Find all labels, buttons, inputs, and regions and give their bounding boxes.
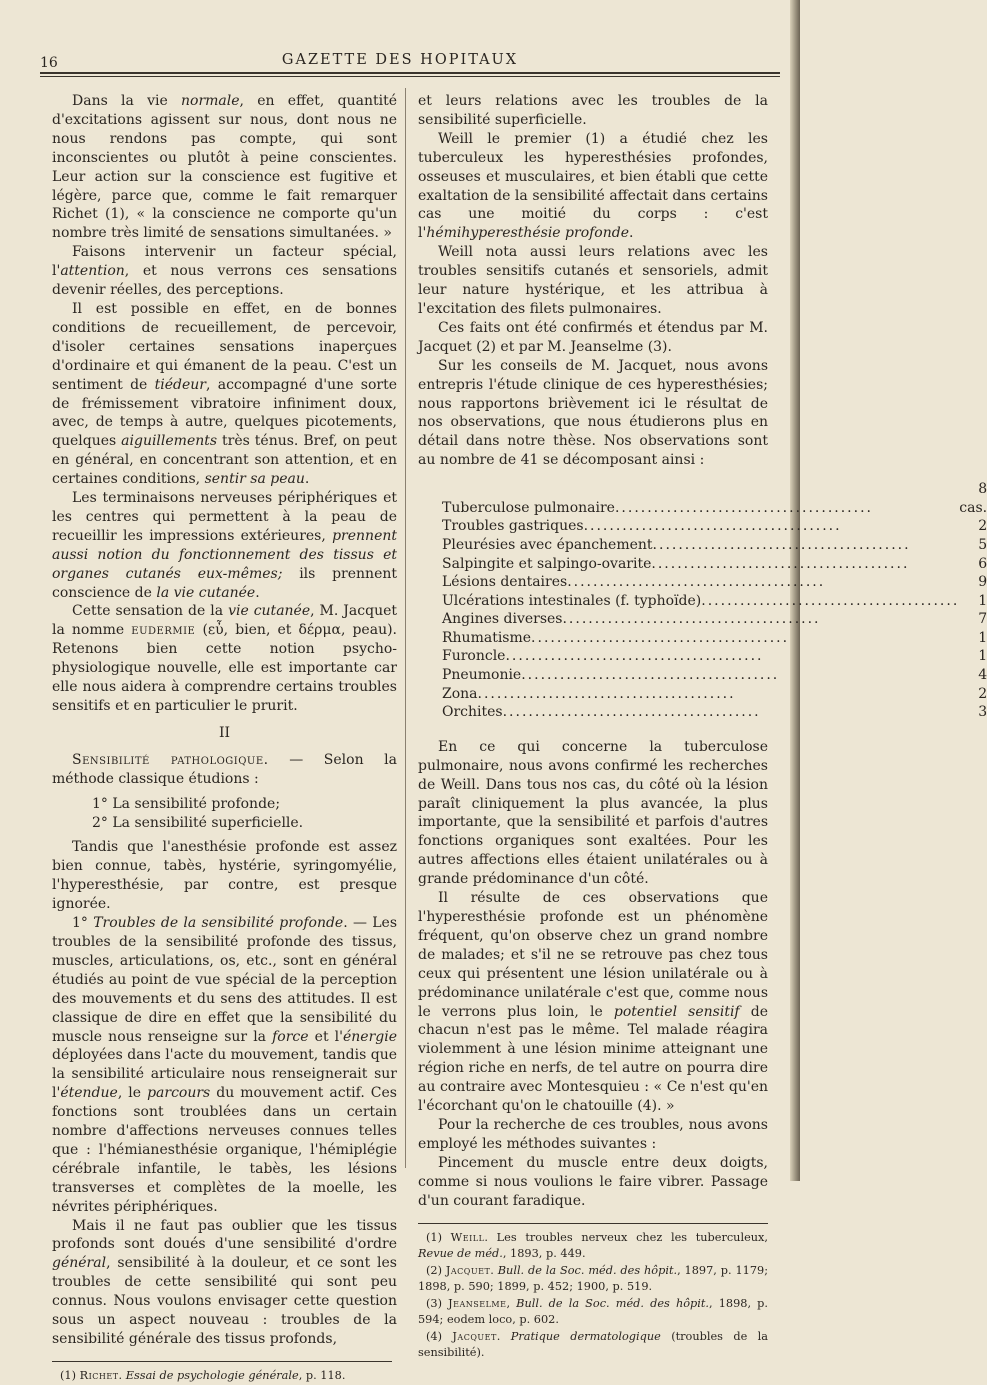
table-cell-value: 5 [978, 536, 987, 553]
table-row [442, 536, 987, 555]
table-row [442, 517, 987, 536]
paragraph: Pour la recherche de ces troubles, nous avons employé les méthodes suivantes : [418, 1116, 768, 1152]
list-item: 2° La sensibilité superficielle. [92, 814, 304, 831]
table-cell-label: Troubles gastriques........................................ [442, 518, 842, 535]
table-row [442, 573, 987, 592]
table-row [442, 647, 987, 666]
table-cell-value: 6 [978, 555, 987, 572]
footnote-rule [418, 1223, 768, 1224]
table-cell-label: Pneumonie........................................ [442, 667, 780, 684]
footnote: (3) Jeanselme, Bull. de la Soc. méd. des hôpit., 1898, p. 594; eodem loco, p. 602. [418, 1296, 768, 1326]
section-numeral: II [218, 724, 231, 741]
table-cell-value: 3 [978, 704, 987, 721]
table-cell-value: 1 [978, 592, 987, 609]
table-row [442, 629, 987, 648]
paragraph: Il est possible en effet, en de bonnes conditions de recueillement, de percevoir, d'isoler certaines sensations inaperçues d'ordinaire et qui émanent de la peau. C'est un sentiment de tiédeur, accompagné d'une sorte de frémissement vibratoire infiniment doux, avec, de temps à autre, quelques picotements, quelques aiguillements très ténus. Bref, on peut en général, en concentrant son attention, et en certaines conditions, sentir sa peau. [52, 300, 397, 488]
list-item: 1° La sensibilité profonde; [92, 795, 281, 812]
paragraph: Il résulte de ces observations que l'hyperesthésie profonde est un phénomène fréquent, qu'on observe chez un grand nombre de malades; et s'il ne se retrouve pas chez tous ceux qui présentent une lésion unilatérale ou à prédominance unilatérale c'est que, comme nous le verrons plus loin, le potentiel sensitif de chacun n'est pas le même. Tel malade réagira violemment à une lésion minime atteignant une région riche en nerfs, de tel autre on pourra dire au contraire avec Montesquieu : « Ce n'est qu'en l'écorchant qu'on le chatouille (4). » [418, 890, 768, 1115]
paragraph: et leurs relations avec les troubles de la sensibilité superficielle. [418, 93, 768, 128]
header-rule [40, 72, 780, 74]
paragraph: Dans la vie normale, en effet, quantité d'excitations agissent sur nous, dont nous ne nous rendons pas compte, qui sont inconscientes ou plutôt à peine conscientes. Leur action sur la conscience est fugitive et légère, parce que, comme le fait remarquer Richet (1), « la conscience ne comporte qu'un nombre très limité de sensations simultanées. » [52, 93, 397, 242]
running-title: GAZETTE DES HOPITAUX [281, 52, 519, 68]
column-divider [405, 88, 406, 1168]
table-cell-value: 8 cas. [959, 481, 987, 516]
paragraph: 1° Troubles de la sensibilité profonde. — Les troubles de la sensibilité profonde des tissus, muscles, articulations, os, etc., sont en général étudiés au point de vue spécial de la perception des mouvements et du sens des attitudes. Il est classique de dire en effet que la sensibilité du muscle nous renseigne sur la force et l'énergie déployées dans l'acte du mouvement, tandis que la sensibilité articulaire nous renseignerait sur l'étendue, le parcours du mouvement actif. Ces fonctions sont troublées dans un certain nombre d'affections nerveuses connues telles que : l'hémianesthésie organique, l'hémiplégie cérébrale infantile, le tabès, les lésions transverses et complètes de la moelle, les névrites périphériques. [52, 915, 398, 1215]
table-cell-label: Furoncle........................................ [442, 648, 764, 665]
paragraph: Sur les conseils de M. Jacquet, nous avons entrepris l'étude clinique de ces hyperesthésies; nous rapportons brièvement ici le résultat de nos observations, que nous étudierons plus en détail dans notre thèse. Nos observations sont au nombre de 41 se décomposant ainsi : [418, 357, 768, 469]
paragraph: Mais il ne faut pas oublier que les tissus profonds sont doués d'une sensibilité d'ordre général, sensibilité à la douleur, et ce sont les troubles de cette sensibilité qui sont peu connus. Nous voulons envisager cette question sous un aspect nouveau : troubles de la sensibilité générale des tissus profonds, [52, 1217, 397, 1347]
table-cell-label: Angines diverses........................................ [442, 611, 821, 628]
observations-table [442, 480, 987, 722]
table-cell-value: 2 [978, 685, 987, 702]
footnotes [52, 1368, 397, 1384]
table-cell-label: Tuberculose pulmonaire........................................ [442, 499, 873, 516]
table-cell-label: Zona........................................ [442, 685, 736, 702]
enumeration [92, 795, 397, 833]
paragraph: Tandis que l'anesthésie profonde est assez bien connue, tabès, hystérie, syringomyélie, l'hyperesthésie, par contre, est presque ignorée. [52, 839, 397, 913]
table-cell-value: 1 [978, 648, 987, 665]
section-heading-paragraph: Sensibilité pathologique. — Selon la méthode classique étudions : [52, 751, 397, 787]
table-cell-label: Orchites........................................ [442, 704, 761, 721]
table-cell-value: 9 [978, 574, 987, 591]
paragraph: Ces faits ont été confirmés et étendus par M. Jacquet (2) et par M. Jeanselme (3). [418, 319, 768, 355]
footnote: (4) Jacquet. Pratique dermatologique (troubles de la sensibilité). [418, 1329, 768, 1359]
table-row [442, 666, 987, 685]
table-row [442, 685, 987, 704]
paragraph: Weill nota aussi leurs relations avec les troubles sensitifs cutanés et sensoriels, admit leur nature hystérique, et les attribua à l'excitation des filets pulmonaires. [418, 244, 768, 317]
footnote-rule [52, 1361, 392, 1362]
paragraph: Faisons intervenir un facteur spécial, l'attention, et nous verrons ces sensations devenir réelles, des perceptions. [52, 244, 397, 299]
table-cell-label: Ulcérations intestinales (f. typhoïde)........................................ [442, 592, 960, 609]
footnotes [418, 1230, 768, 1361]
table-row [442, 480, 987, 517]
table-cell-label: Rhumatisme........................................ [442, 629, 790, 646]
table-cell-value: 4 [978, 667, 987, 684]
table-cell-value: 2 [978, 518, 987, 535]
table-row [442, 703, 987, 722]
footnote: (2) Jacquet. Bull. de la Soc. méd. des hôpit., 1897, p. 1179; 1898, p. 590; 1899, p. 452; 1900, p. 519. [418, 1263, 768, 1293]
paragraph: Les terminaisons nerveuses périphériques et les centres qui permettent à la peau de recueillir les impressions extérieures, prennent aussi notion du fonctionnement des tissus et organes cutanés eux-mêmes; ils prennent conscience de la vie cutanée. [52, 490, 397, 601]
paragraph: Cette sensation de la vie cutanée, M. Jacquet la nomme eudermie (εὖ, bien, et δέρμα, peau). Retenons bien cette notion psycho-physiologique nouvelle, elle est importante car elle nous aidera à comprendre certains troubles sensitifs et en particulier le prurit. [52, 603, 397, 714]
page-number: 16 [40, 55, 58, 71]
table-row [442, 555, 987, 574]
paragraph: En ce qui concerne la tuberculose pulmonaire, nous avons confirmé les recherches de Weill. Dans tous nos cas, du côté où la lésion paraît cliniquement la plus avancée, la plus importante, que la sensibilité et parfois d'autres fonctions organiques sont exaltées. Pour les autres affections elles étaient unilatérales ou à grande prédominance d'un côté. [418, 738, 768, 888]
footnote: (1) Weill. Les troubles nerveux chez les tuberculeux, Revue de méd., 1893, p. 449. [418, 1230, 768, 1260]
section-heading: Sensibilité pathologique. [72, 751, 269, 768]
left-column [52, 92, 397, 1385]
table-cell-value: 7 [978, 611, 987, 628]
table-row [442, 592, 987, 611]
table-cell-value: 1 [978, 629, 987, 646]
paragraph: Weill le premier (1) a étudié chez les tuberculeux les hyperesthésies profondes, osseuses et musculaires, et bien établi que cette exaltation de la sensibilité affectait dans certains cas une moitié du corps : c'est l'hémihyperesthésie profonde. [418, 130, 768, 242]
header-rule-thin [40, 76, 780, 77]
table-cell-label: Lésions dentaires........................................ [442, 574, 826, 591]
right-column [418, 92, 987, 1362]
table-cell-label: Pleurésies avec épanchement........................................ [442, 536, 911, 553]
table-row [442, 610, 987, 629]
table-cell-label: Salpingite et salpingo-ovarite........................................ [442, 555, 910, 572]
footnote: (1) Richet. Essai de psychologie générale, p. 118. [60, 1368, 346, 1382]
paragraph: Pincement du muscle entre deux doigts, comme si nous voulions le faire vibrer. Passage d'un courant faradique. [418, 1154, 768, 1209]
